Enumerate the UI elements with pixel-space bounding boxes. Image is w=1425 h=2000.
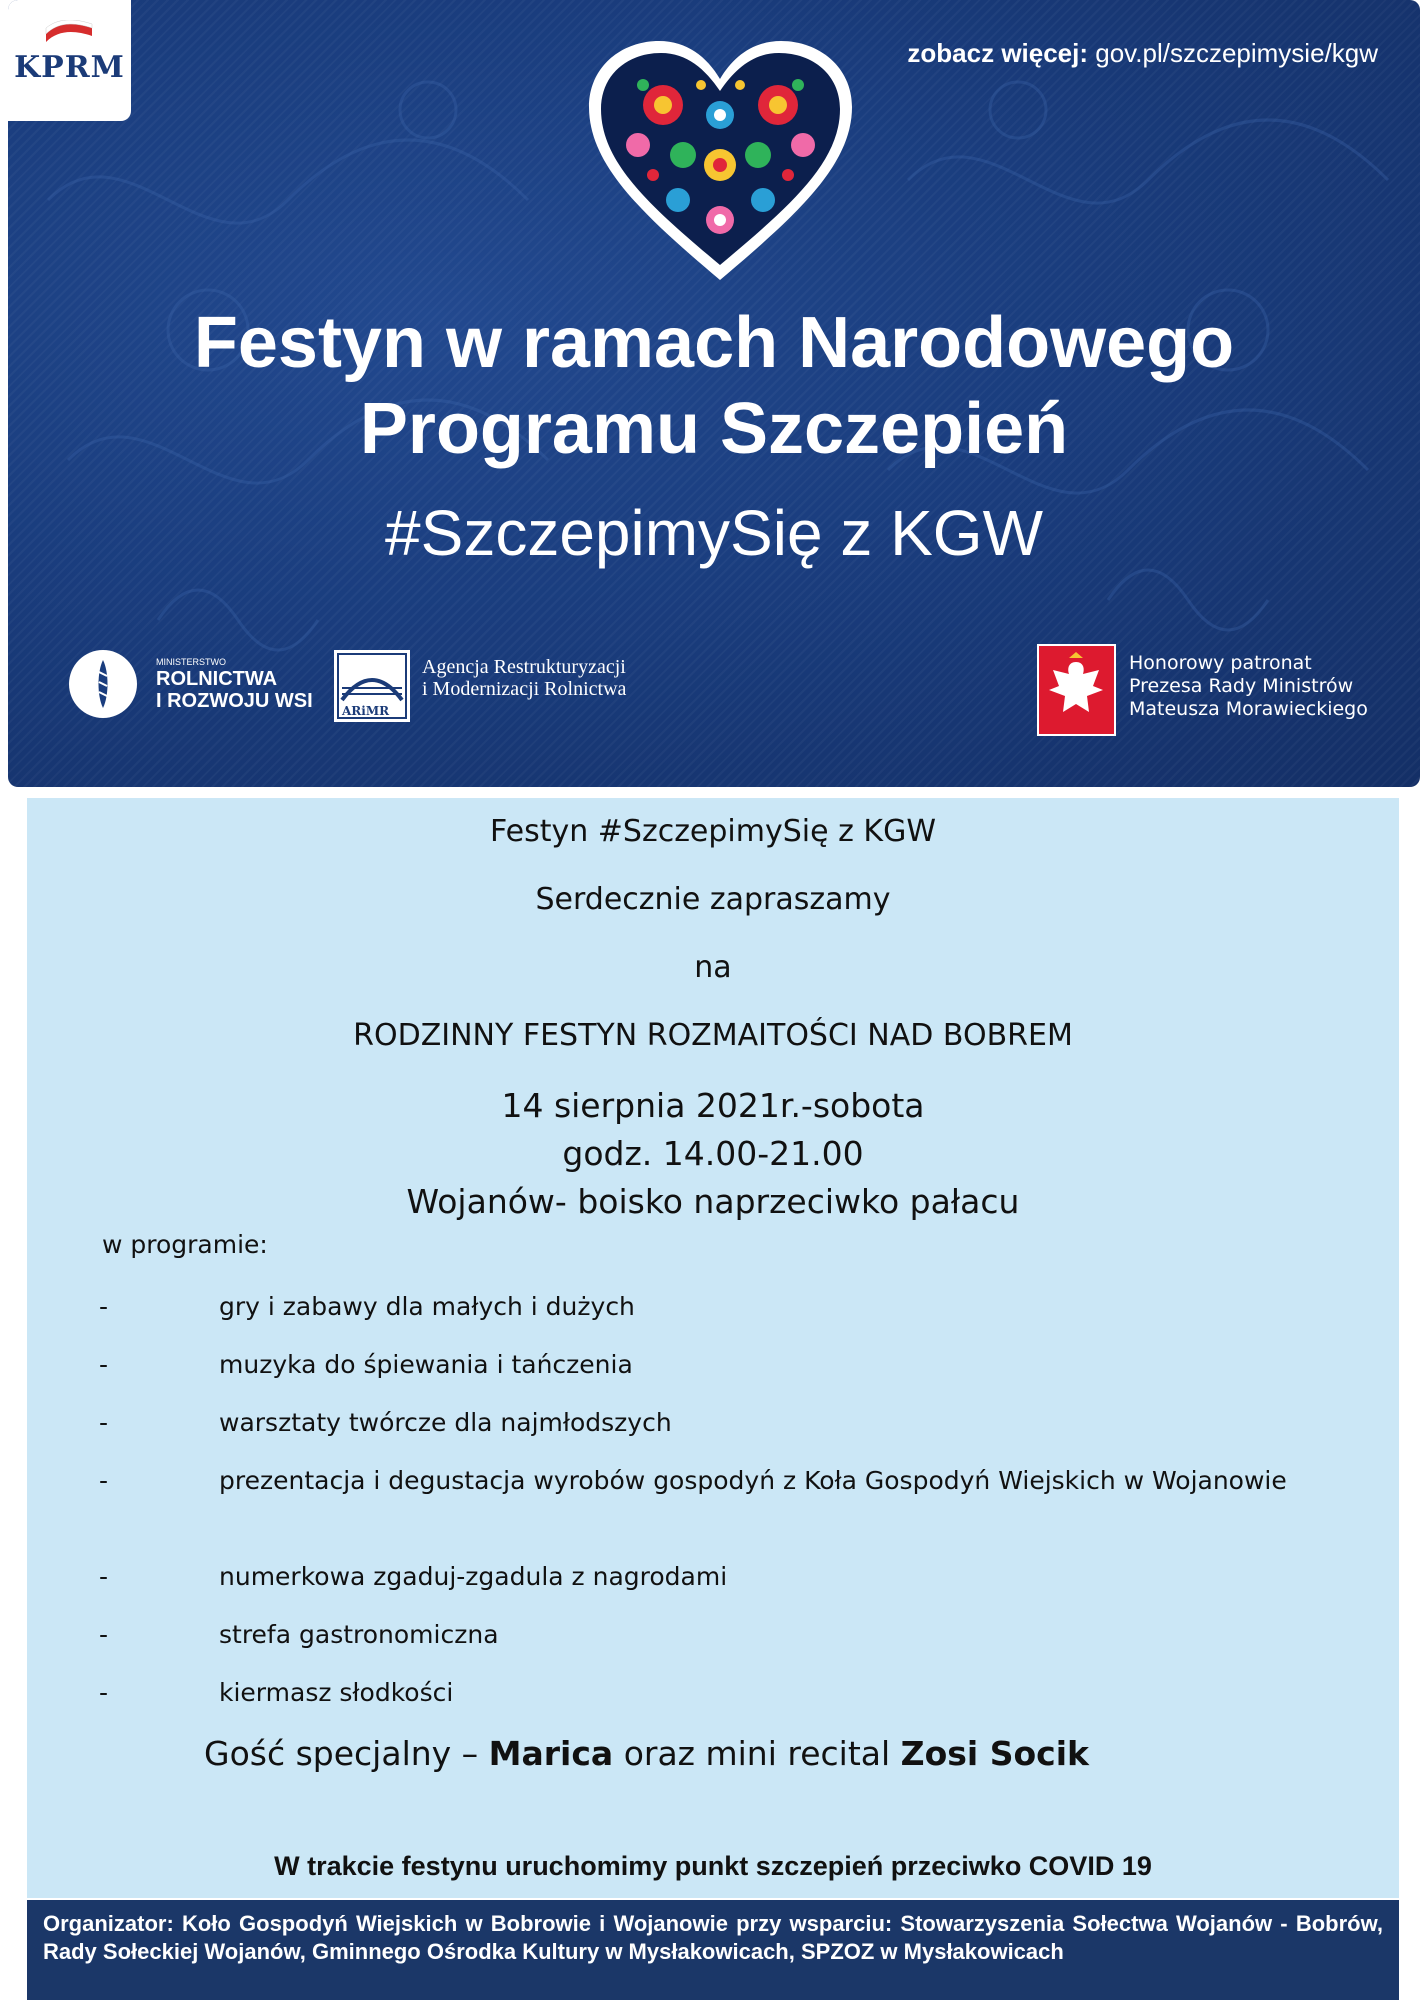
ministry-small-label: MINISTERSTWO (156, 657, 226, 667)
patron-line-2: Prezesa Rady Ministrów (1129, 675, 1354, 697)
list-dash: - (99, 1562, 109, 1591)
list-dash: - (99, 1292, 109, 1321)
list-item-text: prezentacja i degustacja wyrobów gospodyń z Koła Gospodyń Wiejskich w Wojanowie (219, 1466, 1287, 1495)
arimr-line-2: i Modernizacji Rolnictwa (422, 678, 627, 700)
list-dash: - (99, 1408, 109, 1437)
list-dash: - (99, 1350, 109, 1379)
kprm-logo (8, 0, 131, 121)
banner-headline (8, 300, 1420, 472)
flag-icon (44, 20, 94, 44)
headline-line-2: Programu Szczepień (359, 389, 1069, 469)
kprm-logo-text: KPRM (14, 50, 125, 85)
arimr-name (422, 656, 626, 700)
list-dash: - (99, 1678, 109, 1707)
list-item-text: muzyka do śpiewania i tańczenia (219, 1350, 633, 1379)
guest-prefix: Gość specjalny – (204, 1734, 489, 1773)
list-item-text: numerkowa zgaduj-zgadula z nagrodami (219, 1562, 728, 1591)
ministry-line-1: ROLNICTWA (156, 668, 278, 690)
arimr-line-1: Agencja Restrukturyzacji (422, 656, 626, 678)
list-dash: - (99, 1466, 109, 1495)
wheat-icon (69, 650, 137, 718)
honorary-patronage (1129, 652, 1368, 721)
event-date: 14 sierpnia 2021r.-sobota (501, 1086, 925, 1125)
event-name: RODZINNY FESTYN ROZMAITOŚCI NAD BOBREM (353, 1018, 1073, 1053)
arimr-logo-text: ARiMR (342, 704, 390, 718)
ministry-name (156, 668, 313, 712)
organizer-text: Organizator: Koło Gospodyń Wiejskich w Bobrowie i Wojanowie przy wsparciu: Stowarzyszenia Sołectwa Wojanów - Bobrów, Rady Sołeckiej Wojanów, Gminnego Ośrodka Kultury w Mysłakowicach, SPZOZ w Mysłakowicach (43, 1911, 1383, 1964)
event-banner (8, 0, 1420, 787)
list-item-text: gry i zabawy dla małych i dużych (219, 1292, 635, 1321)
invitation-panel (27, 798, 1399, 1898)
festival-title: Festyn #SzczepimySię z KGW (490, 814, 936, 849)
special-guest (204, 1734, 1089, 1773)
invitation-greeting: Serdecznie zapraszamy (535, 882, 891, 917)
guest-second-name: Zosi Socik (900, 1734, 1089, 1773)
list-item-text: strefa gastronomiczna (219, 1620, 499, 1649)
event-place: Wojanów- boisko naprzeciwko pałacu (406, 1182, 1020, 1221)
event-hours: godz. 14.00-21.00 (562, 1134, 864, 1173)
headline-line-1: Festyn w ramach Narodowego (193, 303, 1235, 383)
list-dash: - (99, 1620, 109, 1649)
guest-name: Marica (488, 1734, 614, 1773)
list-item-text: warsztaty twórcze dla najmłodszych (219, 1408, 672, 1437)
arimr-logo (334, 650, 410, 722)
folk-heart-icon (583, 35, 858, 285)
program-label: w programie: (102, 1230, 268, 1259)
guest-middle: oraz mini recital (613, 1734, 901, 1773)
see-more-link[interactable] (907, 38, 1378, 69)
banner-hashtag: #SzczepimySię z KGW (385, 497, 1043, 569)
see-more-label: zobacz więcej: (907, 38, 1089, 68)
see-more-url: gov.pl/szczepimysie/kgw (1095, 38, 1378, 68)
invitation-preposition: na (694, 950, 732, 985)
patron-line-3: Mateusza Morawieckiego (1129, 698, 1368, 720)
list-item-text: kiermasz słodkości (219, 1678, 454, 1707)
vaccination-note: W trakcie festynu uruchomimy punkt szczepień przeciwko COVID 19 (274, 1851, 1152, 1881)
organizer-footer (27, 1900, 1399, 2000)
eagle-emblem-icon (1037, 644, 1116, 736)
ministry-line-2: I ROZWOJU WSI (156, 690, 313, 712)
patron-line-1: Honorowy patronat (1129, 652, 1312, 674)
